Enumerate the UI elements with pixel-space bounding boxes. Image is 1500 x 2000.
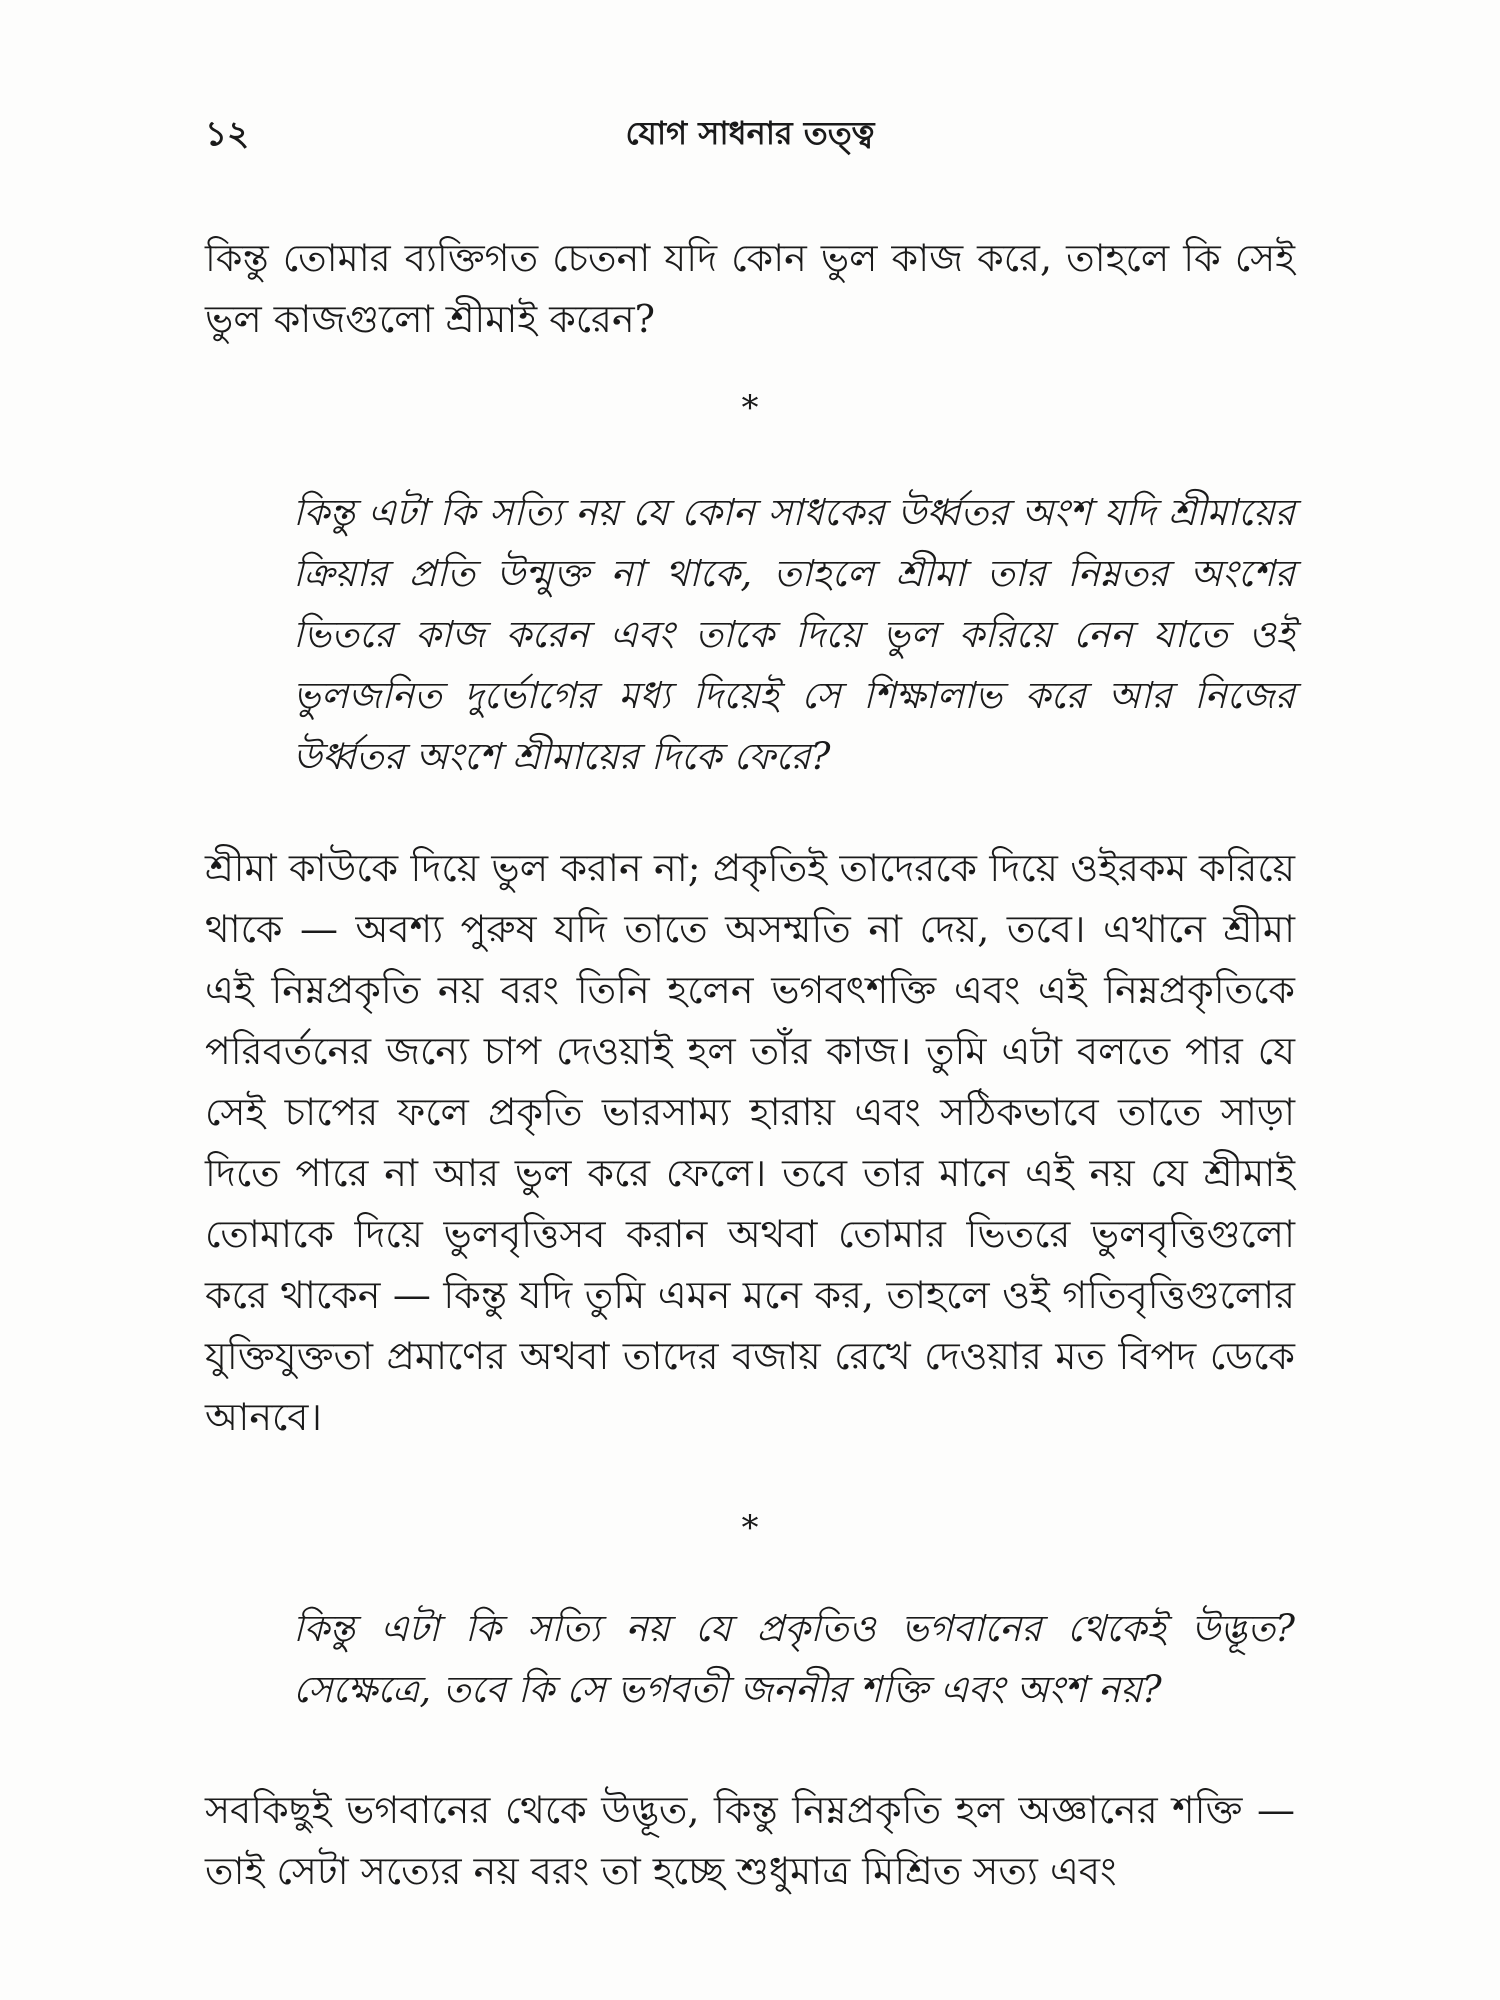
section-separator: *: [741, 1508, 759, 1548]
running-title: যোগ সাধনার তত্ত্ব: [625, 114, 875, 152]
page-number: ১২: [205, 114, 250, 154]
answer-paragraph-3: সবকিছুই ভগবানের থেকে উদ্ভূত, কিন্তু নিম্নপ্রকৃতি হল অজ্ঞানের শক্তি — তাই সেটা সত্যের নয় বরং তা হচ্ছে শুধুমাত্র মিশ্রিত সত্য এবং: [205, 1788, 1295, 1893]
page-header: [205, 108, 1295, 158]
answer-paragraph-1: কিন্তু তোমার ব্যক্তিগত চেতনা যদি কোন ভুল কাজ করে, তাহলে কি সেই ভুল কাজগুলো শ্রীমাই করেন?: [205, 236, 1295, 341]
section-separator: *: [741, 388, 759, 428]
answer-paragraph-2: শ্রীমা কাউকে দিয়ে ভুল করান না; প্রকৃতিই তাদেরকে দিয়ে ওইরকম করিয়ে থাকে — অবশ্য পুরুষ যদি তাতে অসম্মতি না দেয়, তবে। এখানে শ্রীমা এই নিম্নপ্রকৃতি নয় বরং তিনি হলেন ভগবৎশক্তি এবং এই নিম্নপ্রকৃতিকে পরিবর্তনের জন্যে চাপ দেওয়াই হল তাঁর কাজ। তুমি এটা বলতে পার যে সেই চাপের ফলে প্রকৃতি ভারসাম্য হারায় এবং সঠিকভাবে তাতে সাড়া দিতে পারে না আর ভুল করে ফেলে। তবে তার মানে এই নয় যে শ্রীমাই তোমাকে দিয়ে ভুলবৃত্তিসব করান অথবা তোমার ভিতরে ভুলবৃত্তিগুলো করে থাকেন — কিন্তু যদি তুমি এমন মনে কর, তাহলে ওই গতিবৃত্তিগুলোর যুক্তিযুক্ততা প্রমাণের অথবা তাদের বজায় রেখে দেওয়ার মত বিপদ ডেকে আনবে।: [205, 846, 1295, 1439]
question-paragraph-2: কিন্তু এটা কি সত্যি নয় যে প্রকৃতিও ভগবানের থেকেই উদ্ভূত? সেক্ষেত্রে, তবে কি সে ভগবতী জননীর শক্তি এবং অংশ নয়?: [293, 1607, 1295, 1711]
question-paragraph-1: কিন্তু এটা কি সত্যি নয় যে কোন সাধকের উর্ধ্বতর অংশ যদি শ্রীমায়ের ক্রিয়ার প্রতি উন্মুক্ত না থাকে, তাহলে শ্রীমা তার নিম্নতর অংশের ভিতরে কাজ করেন এবং তাকে দিয়ে ভুল করিয়ে নেন যাতে ওই ভুলজনিত দুর্ভোগের মধ্য দিয়েই সে শিক্ষালাভ করে আর নিজের উর্ধ্বতর অংশে শ্রীমায়ের দিকে ফেরে?: [293, 491, 1295, 778]
